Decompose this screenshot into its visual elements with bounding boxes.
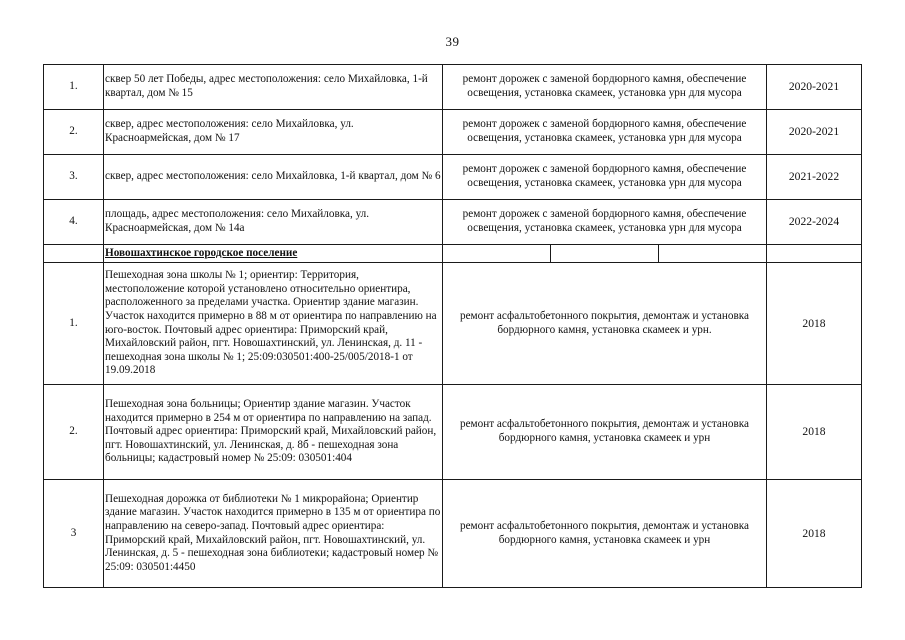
planned-works: ремонт дорожек с заменой бордюрного камня, обеспечение освещения, установка скамеек, установка урн для мусора bbox=[443, 65, 767, 110]
section-split-cell bbox=[443, 245, 767, 263]
implementation-years: 2021-2022 bbox=[767, 155, 862, 200]
row-number: 1. bbox=[44, 263, 104, 385]
table-row bbox=[44, 385, 862, 480]
implementation-years: 2018 bbox=[767, 263, 862, 385]
row-number: 4. bbox=[44, 200, 104, 245]
object-address: сквер, адрес местоположения: село Михайловка, ул. Красноармейская, дом № 17 bbox=[104, 110, 443, 155]
planned-works: ремонт дорожек с заменой бордюрного камня, обеспечение освещения, установка скамеек, установка урн для мусора bbox=[443, 110, 767, 155]
section-title: Новошахтинское городское поселение bbox=[104, 245, 443, 263]
section-empty-cell bbox=[44, 245, 104, 263]
table-row bbox=[44, 110, 862, 155]
object-address: сквер 50 лет Победы, адрес местоположения: село Михайловка, 1-й квартал, дом № 15 bbox=[104, 65, 443, 110]
table-row bbox=[44, 263, 862, 385]
split-part bbox=[658, 245, 766, 262]
implementation-years: 2020-2021 bbox=[767, 110, 862, 155]
object-address: сквер, адрес местоположения: село Михайловка, 1-й квартал, дом № 6 bbox=[104, 155, 443, 200]
table-row bbox=[44, 480, 862, 588]
object-address: Пешеходная зона школы № 1; ориентир: Территория, местоположение которой установлено относительно ориентира, расположенного за пределами участка. Ориентир здание магазин. Участок находится примерно в 88 м от ориентира по направлению на юго-восток. Почтовый адрес ориентира: Приморский край, Михайловский район, пгт. Новошахтинский, ул. Ленинская, д. 11 - пешеходная зона школы № 1; 25:09:030501:400-25/005/2018-1 от 19.09.2018 bbox=[104, 263, 443, 385]
object-address: Пешеходная зона больницы; Ориентир здание магазин. Участок находится примерно в 254 м от ориентира по направлению на запад. Почтовый адрес ориентира: Приморский край, Михайловский район, пгт. Новошахтинский, ул. Ленинская, д. 8б - пешеходная зона больницы; кадастровый номер № 25:09: 030501:404 bbox=[104, 385, 443, 480]
implementation-years: 2022-2024 bbox=[767, 200, 862, 245]
planned-works: ремонт асфальтобетонного покрытия, демонтаж и установка бордюрного камня, установка скамеек и урн bbox=[443, 480, 767, 588]
planned-works: ремонт асфальтобетонного покрытия, демонтаж и установка бордюрного камня, установка скамеек и урн. bbox=[443, 263, 767, 385]
planned-works: ремонт дорожек с заменой бордюрного камня, обеспечение освещения, установка скамеек, установка урн для мусора bbox=[443, 200, 767, 245]
split-part bbox=[443, 245, 550, 262]
implementation-years: 2020-2021 bbox=[767, 65, 862, 110]
planned-works: ремонт асфальтобетонного покрытия, демонтаж и установка бордюрного камня, установка скамеек и урн bbox=[443, 385, 767, 480]
object-address: площадь, адрес местоположения: село Михайловка, ул. Красноармейская, дом № 14а bbox=[104, 200, 443, 245]
improvement-objects-table bbox=[43, 64, 862, 588]
table-row bbox=[44, 200, 862, 245]
row-number: 3. bbox=[44, 155, 104, 200]
row-number: 2. bbox=[44, 385, 104, 480]
split-cell-parts bbox=[443, 245, 766, 262]
split-part bbox=[550, 245, 658, 262]
page-number: 39 bbox=[445, 34, 460, 49]
row-number: 3 bbox=[44, 480, 104, 588]
section-row bbox=[44, 245, 862, 263]
row-number: 2. bbox=[44, 110, 104, 155]
section-empty-cell bbox=[767, 245, 862, 263]
planned-works: ремонт дорожек с заменой бордюрного камня, обеспечение освещения, установка скамеек, установка урн для мусора bbox=[443, 155, 767, 200]
table-row bbox=[44, 65, 862, 110]
implementation-years: 2018 bbox=[767, 385, 862, 480]
object-address: Пешеходная дорожка от библиотеки № 1 микрорайона; Ориентир здание магазин. Участок находится примерно в 135 м от ориентира по направлению на северо-запад. Почтовый адрес ориентира: Приморский край, Михайловский район, пгт. Новошахтинский, ул. Ленинская, д. 5 - пешеходная зона библиотеки; кадастровый номер № 25:09: 030501:4450 bbox=[104, 480, 443, 588]
table-row bbox=[44, 155, 862, 200]
implementation-years: 2018 bbox=[767, 480, 862, 588]
row-number: 1. bbox=[44, 65, 104, 110]
